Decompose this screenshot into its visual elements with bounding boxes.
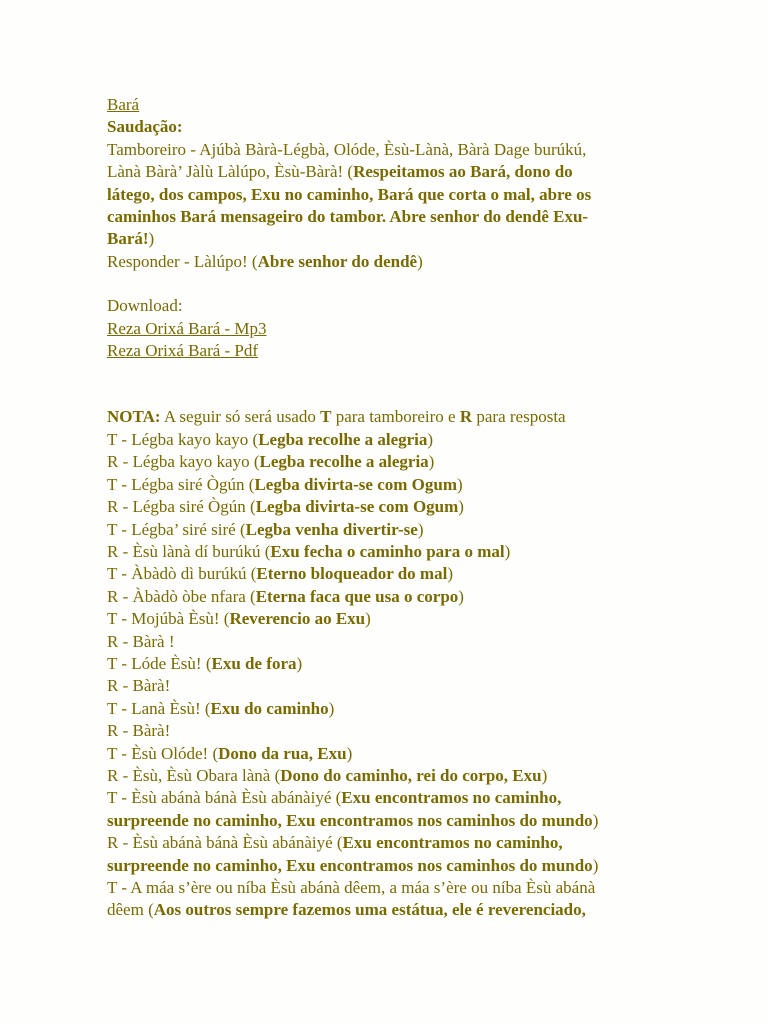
verse-line xyxy=(107,474,747,496)
verse-line xyxy=(107,675,747,697)
verse-line xyxy=(107,608,747,630)
verse-text: R - Légba siré Ògún ( xyxy=(107,497,256,517)
saudacao-text: Tamboreiro - Ajúbà Bàrà-Légbà, Olóde, Èsù-Lànà, Bàrà Dage burúkú, xyxy=(107,139,587,159)
verse-line xyxy=(107,765,747,787)
closing-paren: ) xyxy=(417,251,423,271)
verse-translation: Dono do caminho, rei do corpo, Exu xyxy=(280,765,542,785)
closing-paren: ) xyxy=(447,564,453,584)
verse-line xyxy=(107,653,747,675)
verse-text: R - Àbàdò òbe nfara ( xyxy=(107,586,256,606)
verse-text: T - Mojúbà Èsù! ( xyxy=(107,609,230,629)
verse-translation: Legba recolhe a alegria xyxy=(259,452,429,472)
verse-line xyxy=(107,563,747,585)
verse-translation: surpreende no caminho, Exu encontramos nos caminhos do mundo xyxy=(107,810,593,830)
verse-translation: Eterna faca que usa o corpo xyxy=(255,586,459,606)
saudacao-translation: látego, dos campos, Exu no caminho, Bará que corta o mal, abre os xyxy=(107,184,592,204)
verse-translation: Legba divirta-se com Ogum xyxy=(255,497,459,517)
saudacao-translation: Bará! xyxy=(107,229,149,249)
verse-text: T - Èsù Olóde! ( xyxy=(107,743,219,763)
verse-translation: Reverencio ao Exu xyxy=(229,609,366,629)
responder-line xyxy=(107,251,747,273)
closing-paren: ) xyxy=(592,810,599,830)
verse-translation: Exu encontramos no caminho, xyxy=(341,788,562,808)
verse-translation: Exu encontramos no caminho, xyxy=(342,833,563,853)
spacer xyxy=(107,273,747,295)
verse-line xyxy=(107,899,747,921)
verse-text: T - Légba’ siré siré ( xyxy=(107,519,246,539)
nota-label: NOTA: xyxy=(107,407,161,427)
saudacao-translation: caminhos Bará mensageiro do tambor. Abre senhor do dendê Exu- xyxy=(107,207,589,227)
verse-text: T - Àbàdò dì burúkú ( xyxy=(107,564,257,584)
verse-translation: Legba venha divertir-se xyxy=(245,519,418,539)
verses-list xyxy=(107,429,747,922)
verse-text: R - Bàrà! xyxy=(107,676,171,696)
verse-text: R - Èsù, Èsù Obara lànà ( xyxy=(107,765,281,785)
nota-text: para tamboreiro e xyxy=(331,407,460,427)
nota-text: para resposta xyxy=(472,407,566,427)
bara-title-link[interactable]: Bará xyxy=(107,95,140,114)
verse-line xyxy=(107,429,747,451)
closing-paren: ) xyxy=(457,474,463,494)
verse-translation: Exu de fora xyxy=(211,653,297,673)
responder-text: Responder - Làlúpo! ( xyxy=(107,251,258,271)
closing-paren: ) xyxy=(541,765,548,785)
spacer xyxy=(107,362,747,406)
verse-line xyxy=(107,519,747,541)
verse-translation: Exu fecha o caminho para o mal xyxy=(270,541,505,561)
verse-text: T - Lanà Èsù! ( xyxy=(107,698,211,718)
verse-translation: Exu do caminho xyxy=(210,698,329,718)
verse-line xyxy=(107,698,747,720)
verse-text: R - Èsù abánà bánà Èsù abánàiyé ( xyxy=(107,833,343,853)
download-label: Download: xyxy=(107,296,183,316)
verse-translation: Dono da rua, Exu xyxy=(218,743,347,763)
verse-text: T - Lóde Èsù! ( xyxy=(107,653,212,673)
verse-text: R - Bàrà ! xyxy=(107,631,175,651)
verse-translation: Legba recolhe a alegria xyxy=(258,429,428,449)
verse-text: R - Légba kayo kayo ( xyxy=(107,452,260,472)
saudacao-line xyxy=(107,139,747,161)
verse-line xyxy=(107,451,747,473)
responder-translation: Abre senhor do dendê xyxy=(257,251,418,271)
verse-line xyxy=(107,855,747,877)
closing-paren: ) xyxy=(148,229,155,249)
verse-line xyxy=(107,832,747,854)
verse-text: R - Bàrà! xyxy=(107,721,171,741)
verse-text: T - Légba siré Ògún ( xyxy=(107,474,255,494)
closing-paren: ) xyxy=(328,698,335,718)
verse-translation: Eterno bloqueador do mal xyxy=(256,564,448,584)
closing-paren: ) xyxy=(365,609,371,629)
verse-text: R - Èsù lànà dí burúkú ( xyxy=(107,541,271,561)
download-mp3-link[interactable]: Reza Orixá Bará - Mp3 xyxy=(107,318,267,338)
verse-line xyxy=(107,631,747,653)
nota-line xyxy=(107,406,747,428)
closing-paren: ) xyxy=(458,497,464,517)
verse-line xyxy=(107,810,747,832)
closing-paren: ) xyxy=(417,519,424,539)
saudacao-translation: Respeitamos ao Bará, dono do xyxy=(353,162,573,182)
nota-text: A seguir só será usado xyxy=(160,407,321,427)
saudacao-line xyxy=(107,161,747,183)
download-pdf-link[interactable]: Reza Orixá Bará - Pdf xyxy=(107,341,259,361)
verse-text: dêem ( xyxy=(107,900,154,920)
closing-paren: ) xyxy=(504,541,511,561)
verse-line xyxy=(107,877,747,899)
verse-text: T - Èsù abánà bánà Èsù abánàiyé ( xyxy=(107,788,342,808)
verse-line xyxy=(107,541,747,563)
nota-r: R xyxy=(459,407,473,427)
verse-translation: surpreende no caminho, Exu encontramos nos caminhos do mundo xyxy=(107,855,593,875)
document-page xyxy=(107,94,747,922)
closing-paren: ) xyxy=(592,855,599,875)
verse-text: T - A máa s’ère ou níba Èsù abánà dêem, a máa s’ère ou níba Èsù abánà xyxy=(107,878,596,897)
closing-paren: ) xyxy=(428,452,435,472)
saudacao-text: Lànà Bàrà’ Jàlù Làlúpo, Èsù-Bàrà! ( xyxy=(107,162,354,182)
verse-line xyxy=(107,720,747,742)
saudacao-line xyxy=(107,228,747,250)
closing-paren: ) xyxy=(458,586,464,606)
verse-translation: Aos outros sempre fazemos uma estátua, ele é reverenciado, xyxy=(153,900,586,920)
nota-t: T xyxy=(320,407,332,427)
verse-line xyxy=(107,743,747,765)
closing-paren: ) xyxy=(296,653,303,673)
verse-text: T - Légba kayo kayo ( xyxy=(107,429,259,449)
verse-line xyxy=(107,586,747,608)
verse-line xyxy=(107,496,747,518)
title-link-line xyxy=(107,94,747,116)
closing-paren: ) xyxy=(346,743,353,763)
verse-line xyxy=(107,787,747,809)
closing-paren: ) xyxy=(427,429,434,449)
verse-translation: Legba divirta-se com Ogum xyxy=(254,474,458,494)
saudacao-heading: Saudação: xyxy=(107,117,183,137)
